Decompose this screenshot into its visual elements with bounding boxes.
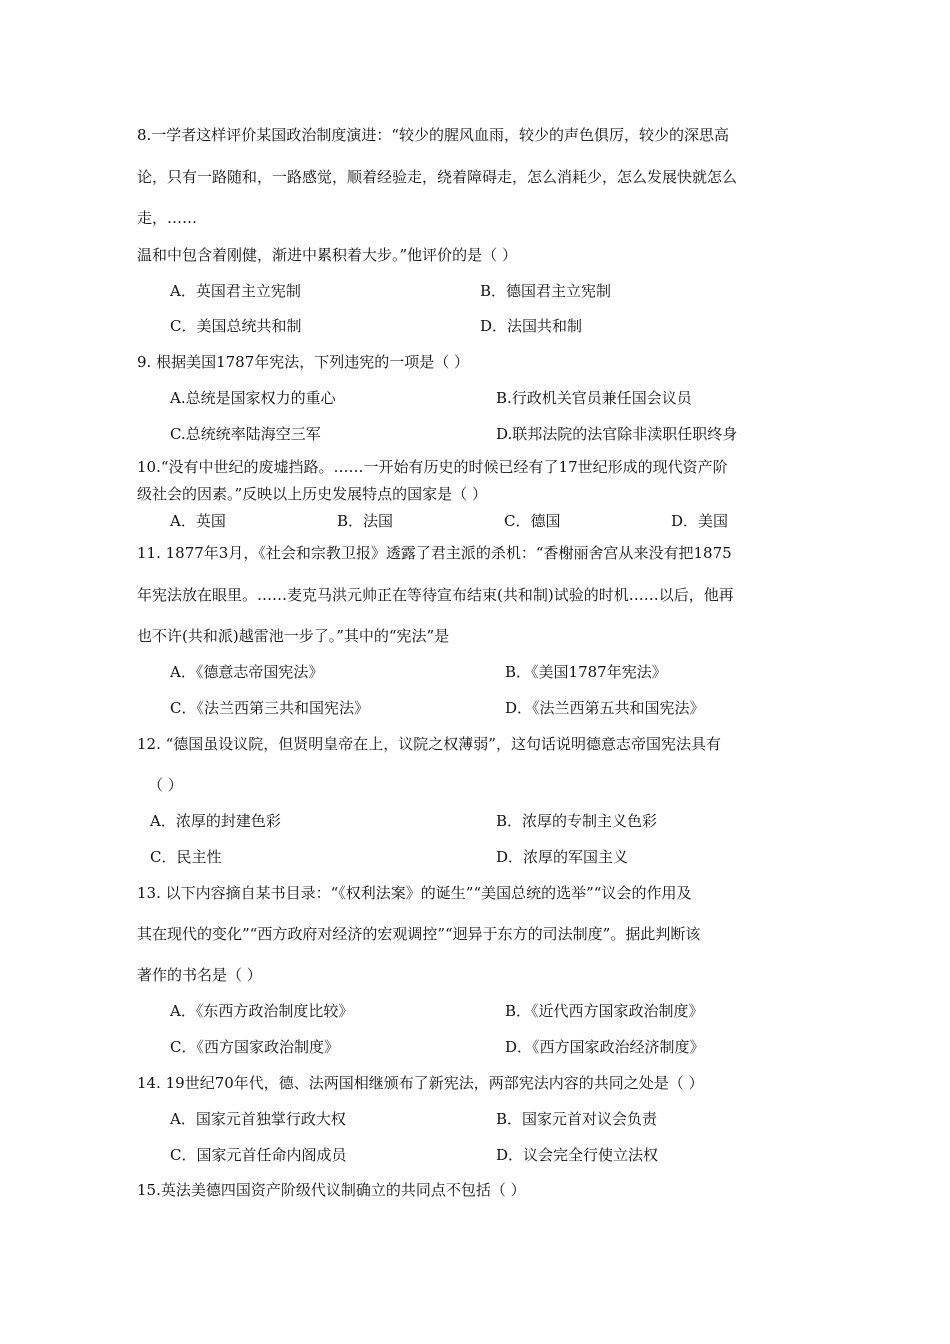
q14-stem-line-1: 14. 19世纪70年代，德、法两国相继颁布了新宪法，两部宪法内容的共同之处是（ ） xyxy=(137,1074,704,1092)
q9-option-b: B.行政机关官员兼任国会议员 xyxy=(496,389,692,407)
q14-option-c: C．国家元首任命内阁成员 xyxy=(170,1146,347,1164)
q15-stem-line-1: 15.英法美德四国资产阶级代议制确立的共同点不包括（ ） xyxy=(137,1181,526,1199)
q10-stem-line-2: 级社会的因素。”反映以上历史发展特点的国家是（ ） xyxy=(137,485,487,503)
q8-option-c: C．美国总统共和制 xyxy=(170,317,302,335)
q8-option-d: D．法国共和制 xyxy=(480,317,583,335)
q9-option-d: D.联邦法院的法官除非渎职任职终身 xyxy=(496,425,738,443)
q10-option-b: B．法国 xyxy=(337,512,394,530)
q8-stem-line-4: 温和中包含着刚健，渐进中累积着大步。”他评价的是（ ） xyxy=(137,246,517,264)
q8-stem-line-3: 走，…… xyxy=(137,209,198,227)
q13-stem-line-1: 13. 以下内容摘自某书目录：“《权利法案》的诞生”“美国总统的选举”“议会的作用及 xyxy=(137,884,692,902)
q8-option-a: A．英国君主立宪制 xyxy=(170,282,301,300)
q12-option-c: C．民主性 xyxy=(150,848,222,866)
q12-option-b: B．浓厚的专制主义色彩 xyxy=(496,812,658,830)
q13-stem-line-2: 其在现代的变化”“西方政府对经济的宏观调控”“迥异于东方的司法制度”。据此判断该 xyxy=(137,925,701,943)
q11-option-d: D．《法兰西第五共和国宪法》 xyxy=(505,699,705,717)
q12-stem-line-1: 12. “德国虽设议院，但贤明皇帝在上，议院之权薄弱”，这句话说明德意志帝国宪法具有 xyxy=(137,735,721,753)
q11-option-c: C．《法兰西第三共和国宪法》 xyxy=(170,699,369,717)
q10-option-d: D．美国 xyxy=(671,512,729,530)
q11-option-b: B．《美国1787年宪法》 xyxy=(505,663,667,681)
q11-option-a: A．《德意志帝国宪法》 xyxy=(170,663,324,681)
q9-option-a: A.总统是国家权力的重心 xyxy=(170,389,336,407)
q13-option-a: A．《东西方政治制度比较》 xyxy=(170,1002,354,1020)
q8-option-b: B．德国君主立宪制 xyxy=(480,282,612,300)
q8-stem-line-1: 8.一学者这样评价某国政治制度演进：“较少的腥风血雨，较少的声色俱厉，较少的深思高 xyxy=(137,126,729,144)
q14-option-a: A．国家元首独掌行政大权 xyxy=(170,1110,346,1128)
q11-stem-line-1: 11. 1877年3月，《社会和宗教卫报》透露了君主派的杀机：“香榭丽舍宫从来没有把1875 xyxy=(137,544,732,562)
q8-stem-line-2: 论，只有一路随和，一路感觉，顺着经验走，绕着障碍走，怎么消耗少，怎么发展快就怎么 xyxy=(137,168,738,186)
q12-option-d: D．浓厚的军国主义 xyxy=(496,848,629,866)
q9-option-c: C.总统统率陆海空三军 xyxy=(170,425,321,443)
q11-stem-line-3: 也不许(共和派)越雷池一步了。”其中的“宪法”是 xyxy=(137,627,450,645)
q13-option-c: C．《西方国家政治制度》 xyxy=(170,1038,339,1056)
q14-option-d: D．议会完全行使立法权 xyxy=(496,1146,659,1164)
q12-stem-line-2: （ ） xyxy=(148,776,183,794)
q13-option-d: D．《西方国家政治经济制度》 xyxy=(505,1038,705,1056)
q13-option-b: B．《近代西方国家政治制度》 xyxy=(505,1002,704,1020)
q11-stem-line-2: 年宪法放在眼里。……麦克马洪元帅正在等待宣布结束(共和制)试验的时机……以后，他再 xyxy=(137,586,734,604)
q10-option-a: A．英国 xyxy=(170,512,226,530)
q10-option-c: C．德国 xyxy=(504,512,561,530)
q14-option-b: B．国家元首对议会负责 xyxy=(496,1110,658,1128)
q10-stem-line-1: 10.“没有中世纪的废墟挡路。……一开始有历史的时候已经有了17世纪形成的现代资产阶 xyxy=(137,458,728,476)
q12-option-a: A．浓厚的封建色彩 xyxy=(150,812,281,830)
q9-stem-line-1: 9. 根据美国1787年宪法，下列违宪的一项是（ ） xyxy=(137,353,470,371)
q13-stem-line-3: 著作的书名是（ ） xyxy=(137,966,262,984)
